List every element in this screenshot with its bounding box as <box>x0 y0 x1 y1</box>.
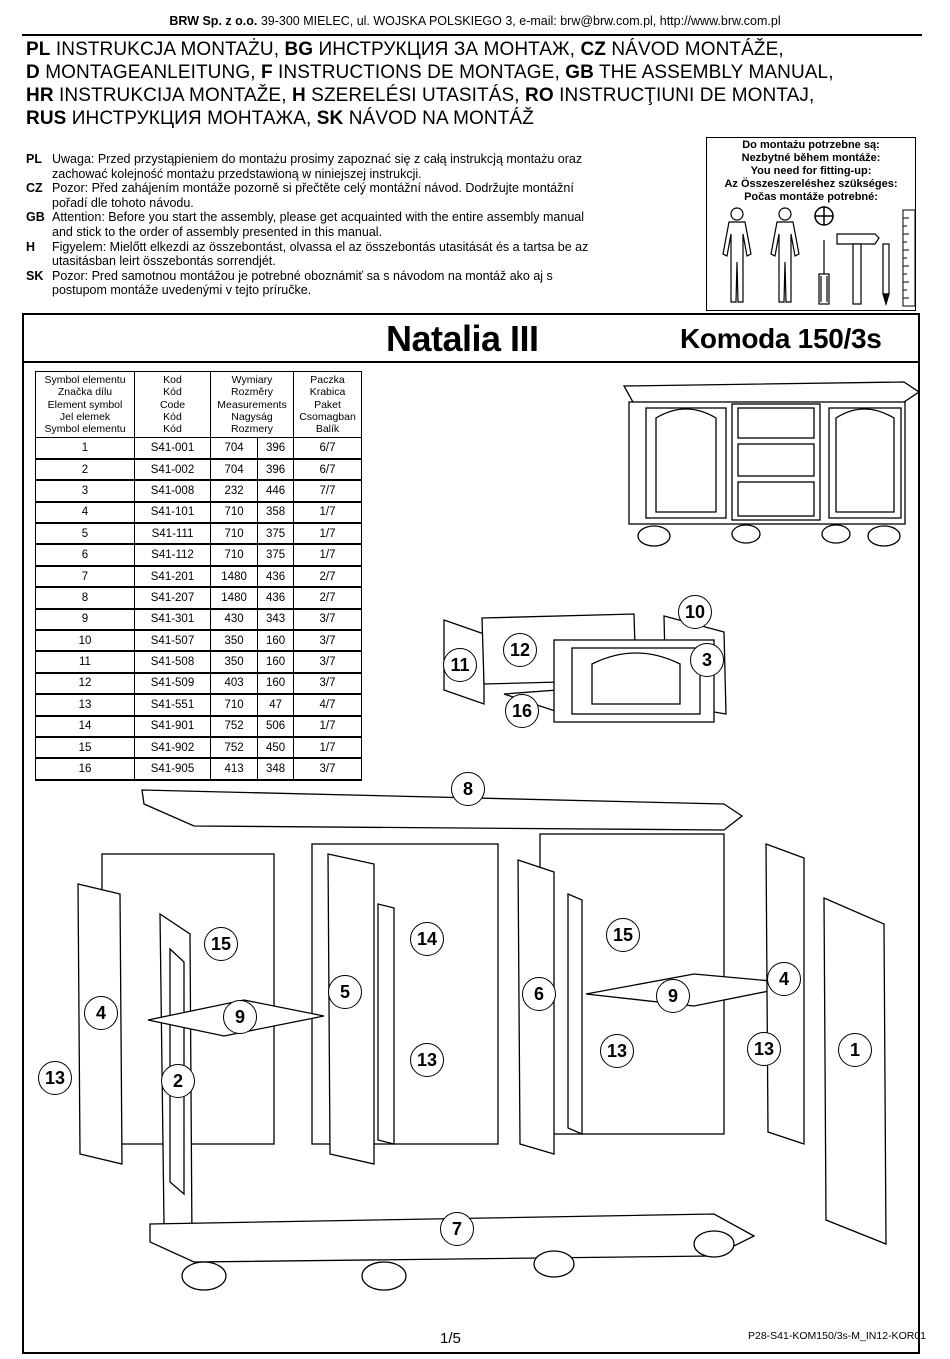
callout-part: 13 <box>600 1034 634 1068</box>
cell-symbol: 14 <box>36 716 135 737</box>
title-line-3: HR INSTRUKCIJA MONTAŽE, H SZERELÉSI UTASITÁS, RO INSTRUCŢIUNI DE MONTAJ, <box>26 85 815 106</box>
cell-dim-b: 375 <box>258 523 294 544</box>
cell-dim-a: 1480 <box>211 587 258 608</box>
cell-dim-b: 446 <box>258 480 294 501</box>
cell-package: 7/7 <box>294 480 362 501</box>
warning-h: H Figyelem: Mielőtt elkezdi az összebontást, olvassa el az összebontás utasitását és a tartsa be az utasitásban leirt összebontás sorrendjét. <box>26 239 589 269</box>
foot <box>182 1262 226 1290</box>
cell-code: S41-002 <box>135 459 211 480</box>
top-panel <box>142 790 742 830</box>
callout-part: 13 <box>38 1061 72 1095</box>
cell-package: 1/7 <box>294 716 362 737</box>
cell-code: S41-112 <box>135 544 211 565</box>
document-code: P28-S41-KOM150/3s-M_IN12-KOR01 <box>748 1330 926 1342</box>
cell-dim-a: 1480 <box>211 566 258 587</box>
cell-dim-b: 343 <box>258 609 294 630</box>
company-info: BRW Sp. z o.o. 39-300 MIELEC, ul. WOJSKA POLSKIEGO 3, e-mail: brw@brw.com.pl, http://www.brw.com.pl <box>169 14 781 28</box>
cell-package: 3/7 <box>294 673 362 694</box>
callout-part: 3 <box>690 643 724 677</box>
header-dimensions: Wymiary Rozměry Measurements Nagyság Rozmery <box>211 372 294 438</box>
person-icon <box>723 208 751 302</box>
cell-code: S41-901 <box>135 716 211 737</box>
required-tools-box <box>706 137 916 311</box>
cell-dim-a: 350 <box>211 651 258 672</box>
cell-dim-b: 160 <box>258 651 294 672</box>
header-code: Kod Kód Code Kód Kód <box>135 372 211 438</box>
cell-code: S41-008 <box>135 480 211 501</box>
warning-gb: GB Attention: Before you start the assembly, please get acquainted with the entire assembly manual and stick to the order of assembly presented in this manual. <box>26 210 585 239</box>
cell-package: 3/7 <box>294 758 362 779</box>
tools-heading-pl: Do montażu potrzebne są: <box>742 139 880 151</box>
header-package: Paczka Krabica Paket Csomagban Balík <box>294 372 362 438</box>
cell-symbol: 15 <box>36 737 135 758</box>
drawer-assembly <box>444 614 726 722</box>
callout-part: 13 <box>747 1032 781 1066</box>
cell-code: S41-301 <box>135 609 211 630</box>
cell-dim-b: 436 <box>258 587 294 608</box>
cell-package: 2/7 <box>294 587 362 608</box>
cell-dim-a: 710 <box>211 523 258 544</box>
assembly-drawing <box>24 364 918 1324</box>
callout-part: 13 <box>410 1043 444 1077</box>
cell-dim-a: 232 <box>211 480 258 501</box>
cell-dim-b: 160 <box>258 630 294 651</box>
model-name: Natalia III <box>386 318 539 359</box>
cell-dim-a: 710 <box>211 694 258 715</box>
phillips-screw-icon <box>815 207 833 225</box>
tools-heading-h: Az Összeszereléshez szükséges: <box>724 178 898 190</box>
cell-symbol: 9 <box>36 609 135 630</box>
cell-code: S41-551 <box>135 694 211 715</box>
cell-code: S41-902 <box>135 737 211 758</box>
cell-package: 6/7 <box>294 459 362 480</box>
callout-part: 12 <box>503 633 537 667</box>
callout-part: 8 <box>451 772 485 806</box>
pencil-icon <box>883 244 889 304</box>
cell-dim-a: 710 <box>211 502 258 523</box>
cell-dim-a: 752 <box>211 737 258 758</box>
cell-dim-a: 704 <box>211 459 258 480</box>
cell-code: S41-508 <box>135 651 211 672</box>
cell-package: 3/7 <box>294 630 362 651</box>
cell-code: S41-509 <box>135 673 211 694</box>
cell-dim-a: 350 <box>211 630 258 651</box>
title-divider <box>22 361 920 363</box>
header-symbol: Symbol elementu Značka dílu Element symbol Jel elemek Symbol elementu <box>36 372 135 438</box>
cell-symbol: 13 <box>36 694 135 715</box>
cell-symbol: 12 <box>36 673 135 694</box>
hammer-icon <box>837 234 879 304</box>
callout-part: 10 <box>678 595 712 629</box>
cell-symbol: 3 <box>36 480 135 501</box>
cell-code: S41-101 <box>135 502 211 523</box>
callout-part: 15 <box>204 927 238 961</box>
title-line-2: D MONTAGEANLEITUNG, F INSTRUCTIONS DE MONTAGE, GB THE ASSEMBLY MANUAL, <box>26 62 834 83</box>
cell-package: 3/7 <box>294 609 362 630</box>
warning-cz: CZ Pozor: Před zahájením montáže pozorně si přečtěte celý montážní návod. Dodržujte montážní pořadí dle tohoto návodu. <box>26 181 574 210</box>
cell-dim-b: 47 <box>258 694 294 715</box>
cell-package: 4/7 <box>294 694 362 715</box>
chest-preview <box>624 382 918 546</box>
cell-dim-b: 375 <box>258 544 294 565</box>
cell-dim-b: 348 <box>258 758 294 779</box>
cell-symbol: 10 <box>36 630 135 651</box>
side-panel-5 <box>328 854 374 1164</box>
callout-part: 7 <box>440 1212 474 1246</box>
cell-symbol: 6 <box>36 544 135 565</box>
cell-package: 1/7 <box>294 502 362 523</box>
cell-dim-b: 358 <box>258 502 294 523</box>
header-divider <box>22 34 922 36</box>
tools-heading-cz: Nezbytné během montáže: <box>741 152 881 164</box>
cell-dim-a: 430 <box>211 609 258 630</box>
door-1 <box>824 898 886 1244</box>
callout-part: 14 <box>410 922 444 956</box>
tools-heading-sk: Počas montáže potrebné: <box>744 191 878 203</box>
cell-code: S41-507 <box>135 630 211 651</box>
cell-dim-a: 752 <box>211 716 258 737</box>
callout-part: 11 <box>443 648 477 682</box>
tools-illustration <box>707 204 915 310</box>
callout-part: 1 <box>838 1033 872 1067</box>
cell-dim-b: 396 <box>258 438 294 459</box>
title-line-4: RUS ИНСТРУКЦИЯ МОНТАЖА, SK NÁVOD NA MONTÁŽ <box>26 108 534 129</box>
cell-symbol: 7 <box>36 566 135 587</box>
cell-package: 1/7 <box>294 544 362 565</box>
tools-heading-gb: You need for fitting-up: <box>750 165 872 177</box>
callout-part: 4 <box>84 996 118 1030</box>
cell-symbol: 8 <box>36 587 135 608</box>
cell-dim-b: 506 <box>258 716 294 737</box>
callout-part: 4 <box>767 962 801 996</box>
callout-part: 6 <box>522 977 556 1011</box>
cell-dim-a: 704 <box>211 438 258 459</box>
page-number: 1/5 <box>440 1330 461 1347</box>
cell-dim-a: 710 <box>211 544 258 565</box>
cell-dim-b: 436 <box>258 566 294 587</box>
cell-dim-b: 450 <box>258 737 294 758</box>
person-icon <box>771 208 799 302</box>
screwdriver-icon <box>819 240 829 304</box>
foot <box>534 1251 574 1277</box>
cell-symbol: 4 <box>36 502 135 523</box>
callout-part: 9 <box>656 979 690 1013</box>
cell-dim-b: 160 <box>258 673 294 694</box>
assembly-warnings <box>26 152 666 298</box>
cell-package: 2/7 <box>294 566 362 587</box>
cell-symbol: 11 <box>36 651 135 672</box>
callout-part: 16 <box>505 694 539 728</box>
cell-symbol: 1 <box>36 438 135 459</box>
foot <box>362 1262 406 1290</box>
ruler-icon <box>903 210 915 306</box>
cell-code: S41-001 <box>135 438 211 459</box>
product-name: Komoda 150/3s <box>680 323 882 354</box>
cell-dim-a: 413 <box>211 758 258 779</box>
callout-part: 9 <box>223 1000 257 1034</box>
cell-symbol: 16 <box>36 758 135 779</box>
cell-package: 1/7 <box>294 523 362 544</box>
title-line-1: PL INSTRUKCJA MONTAŻU, BG ИНСТРУКЦИЯ ЗА МОНТАЖ, CZ NÁVOD MONTÁŽE, <box>26 39 784 60</box>
cell-code: S41-201 <box>135 566 211 587</box>
callout-part: 2 <box>161 1064 195 1098</box>
cell-package: 3/7 <box>294 651 362 672</box>
cell-code: S41-905 <box>135 758 211 779</box>
callout-part: 15 <box>606 918 640 952</box>
cell-package: 6/7 <box>294 438 362 459</box>
cell-dim-b: 396 <box>258 459 294 480</box>
cell-symbol: 2 <box>36 459 135 480</box>
cell-dim-a: 403 <box>211 673 258 694</box>
callout-part: 5 <box>328 975 362 1009</box>
warning-pl: PL Uwaga: Przed przystąpieniem do montażu prosimy zapoznać się z całą instrukcją montażu oraz zachować kolejność montażu przedstawioną w niniejszej instrukcji. <box>26 152 583 181</box>
cell-package: 1/7 <box>294 737 362 758</box>
warning-sk: SK Pozor: Pred samotnou montážou je potrebné oboznámiť sa s návodom na montáž ako aj s postupom montáže uvedenými v tejto príručke. <box>26 268 553 298</box>
cell-code: S41-207 <box>135 587 211 608</box>
cell-symbol: 5 <box>36 523 135 544</box>
foot <box>694 1231 734 1257</box>
cell-code: S41-111 <box>135 523 211 544</box>
